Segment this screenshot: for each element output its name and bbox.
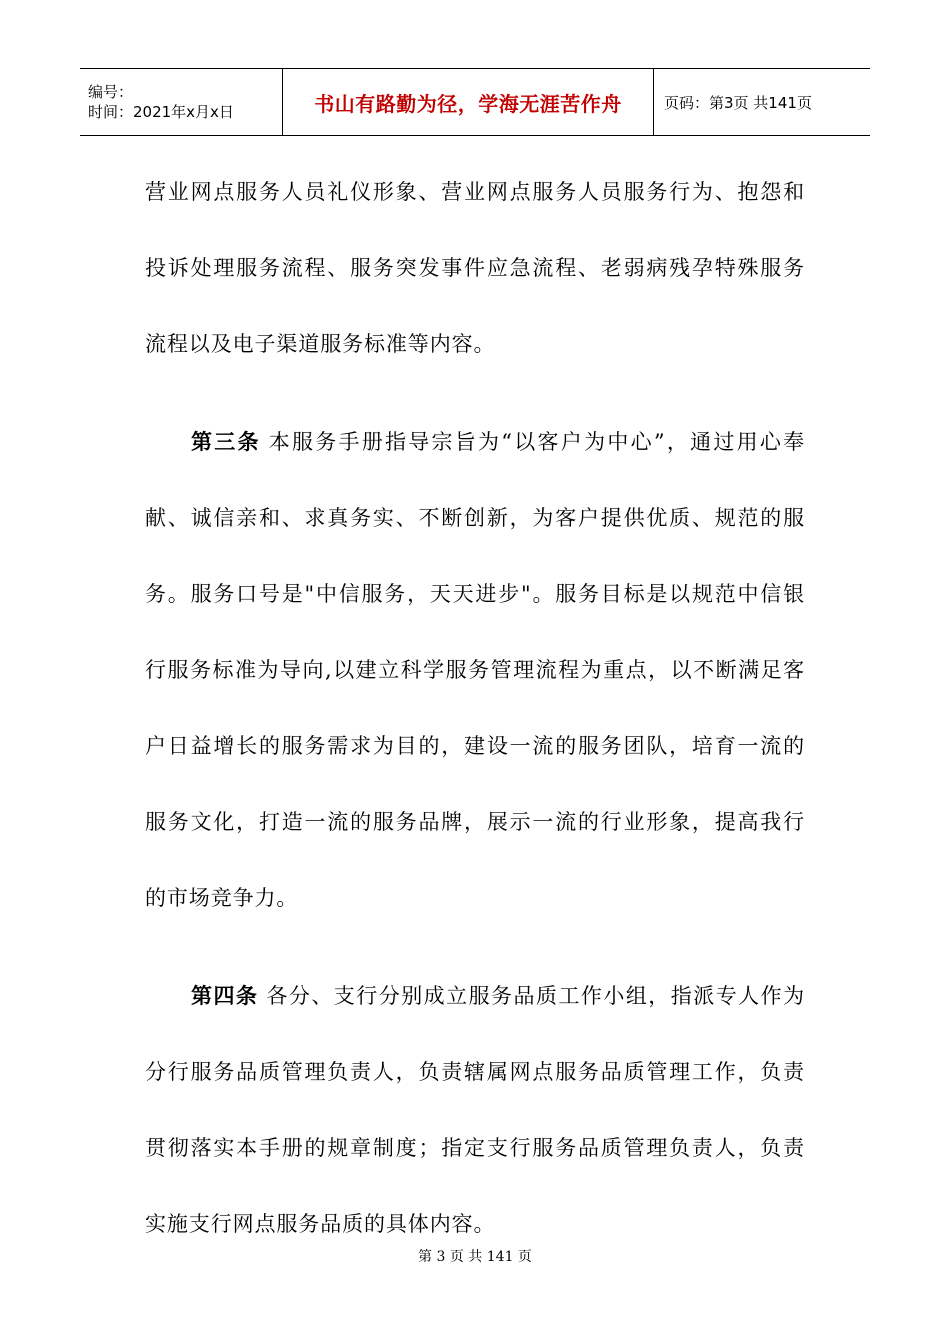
- text-line: 务。服务口号是"中信服务，天天进步"。服务目标是以规范中信银: [145, 582, 805, 606]
- text-line: 流程以及电子渠道服务标准等内容。: [145, 332, 496, 356]
- number-label: 编号：: [88, 83, 134, 101]
- text-line: 户日益增长的服务需求为目的，建设一流的服务团队，培育一流的: [145, 734, 805, 758]
- article-4-text: 各分、支行分别成立服务品质工作小组，指派专人作为: [266, 984, 805, 1008]
- text-line: 的市场竞争力。: [145, 886, 299, 910]
- page-info: 页码：第3页 共141页: [664, 93, 812, 112]
- header-page-cell: [654, 69, 870, 135]
- article-4-label: 第四条: [191, 984, 259, 1008]
- article-4-first-line: [145, 958, 805, 1034]
- article-3-first-line: [145, 404, 805, 480]
- text-line: 投诉处理服务流程、服务突发事件应急流程、老弱病残孕特殊服务: [145, 256, 805, 280]
- article-3-label: 第三条: [191, 430, 261, 454]
- header-meta: [80, 69, 282, 135]
- page-footer: 第 3 页 共 141 页: [418, 1249, 532, 1265]
- document-body: [145, 154, 805, 1262]
- text-line: 献、诚信亲和、求真务实、不断创新，为客户提供优质、规范的服: [145, 506, 805, 530]
- header-motto-cell: [282, 69, 654, 135]
- text-line: 行服务标准为导向,以建立科学服务管理流程为重点，以不断满足客: [145, 658, 805, 682]
- text-line: 营业网点服务人员礼仪形象、营业网点服务人员服务行为、抱怨和: [145, 180, 805, 204]
- motto: 书山有路勤为径，学海无涯苦作舟: [314, 91, 622, 116]
- page-header: [80, 68, 870, 136]
- article-3-text: 本服务手册指导宗旨为“以客户为中心”，通过用心奉: [268, 430, 805, 454]
- text-line: 贯彻落实本手册的规章制度；指定支行服务品质管理负责人，负责: [145, 1136, 805, 1160]
- text-line: 服务文化，打造一流的服务品牌，展示一流的行业形象，提高我行: [145, 810, 805, 834]
- time-label: 时间：2021年x月x日: [88, 103, 234, 121]
- text-line: 分行服务品质管理负责人，负责辖属网点服务品质管理工作，负责: [145, 1060, 805, 1084]
- text-line: 实施支行网点服务品质的具体内容。: [145, 1212, 496, 1236]
